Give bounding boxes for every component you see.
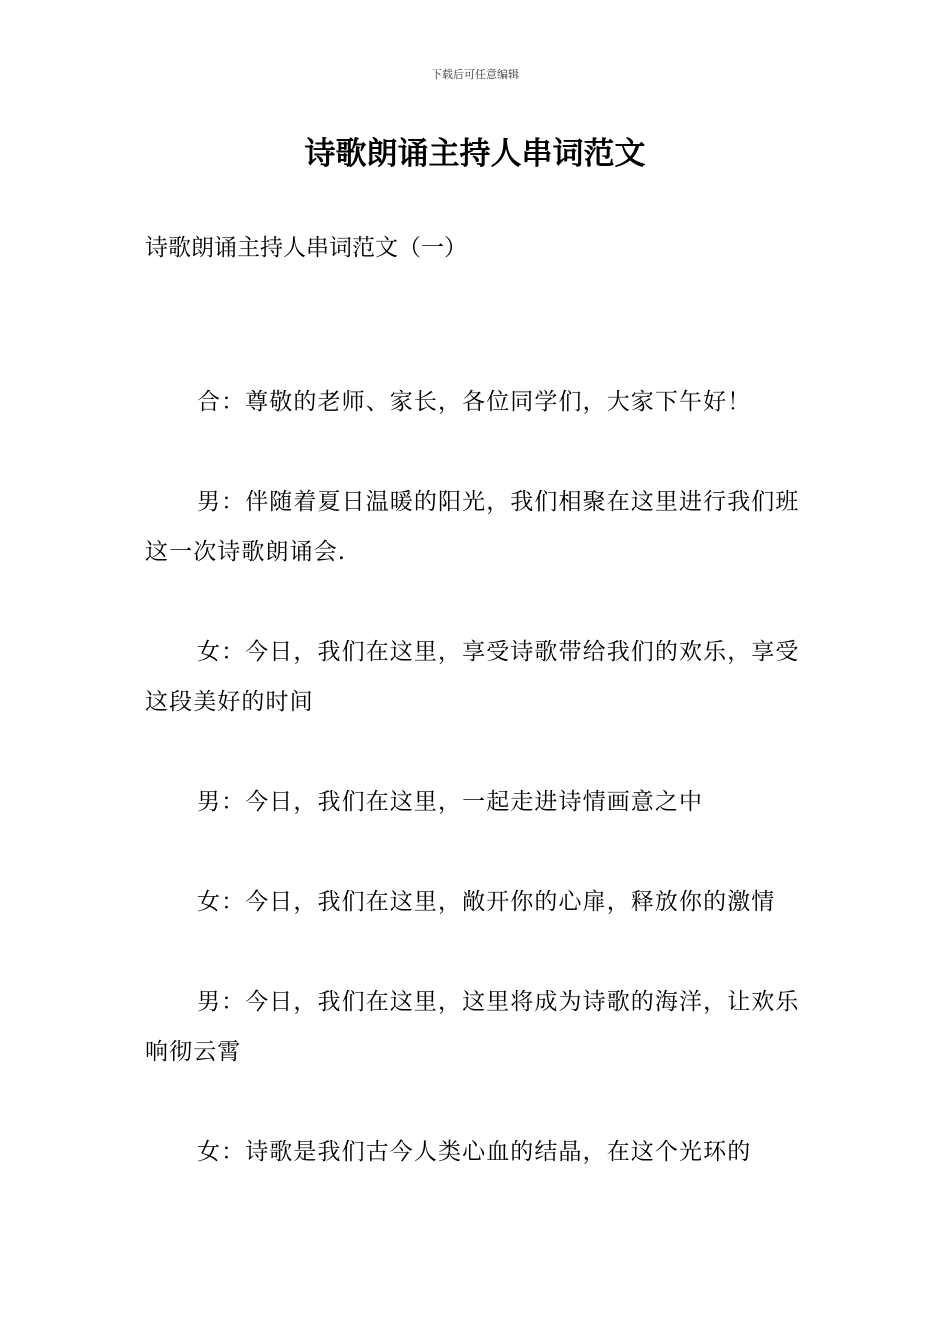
paragraph: 男：今日，我们在这里，这里将成为诗歌的海洋，让欢乐响彻云霄 (145, 989, 800, 1065)
paragraph: 合：尊敬的老师、家长，各位同学们，大家下午好！ (197, 389, 752, 415)
paragraph: 女：今日，我们在这里，享受诗歌带给我们的欢乐，享受这段美好的时间 (145, 639, 800, 715)
header-note: 下载后可任意编辑 (431, 68, 519, 81)
paragraph: 女：诗歌是我们古今人类心血的结晶，在这个光环的 (197, 1139, 752, 1165)
paragraph: 男：伴随着夏日温暖的阳光，我们相聚在这里进行我们班这一次诗歌朗诵会. (145, 489, 800, 565)
paragraph: 男：今日，我们在这里，一起走进诗情画意之中 (197, 789, 704, 815)
section-heading: 诗歌朗诵主持人串词范文（一） (145, 235, 467, 261)
page-title: 诗歌朗诵主持人串词范文 (304, 136, 646, 172)
paragraph: 女：今日，我们在这里，敞开你的心扉，释放你的激情 (197, 889, 776, 915)
document-body (145, 377, 809, 1177)
